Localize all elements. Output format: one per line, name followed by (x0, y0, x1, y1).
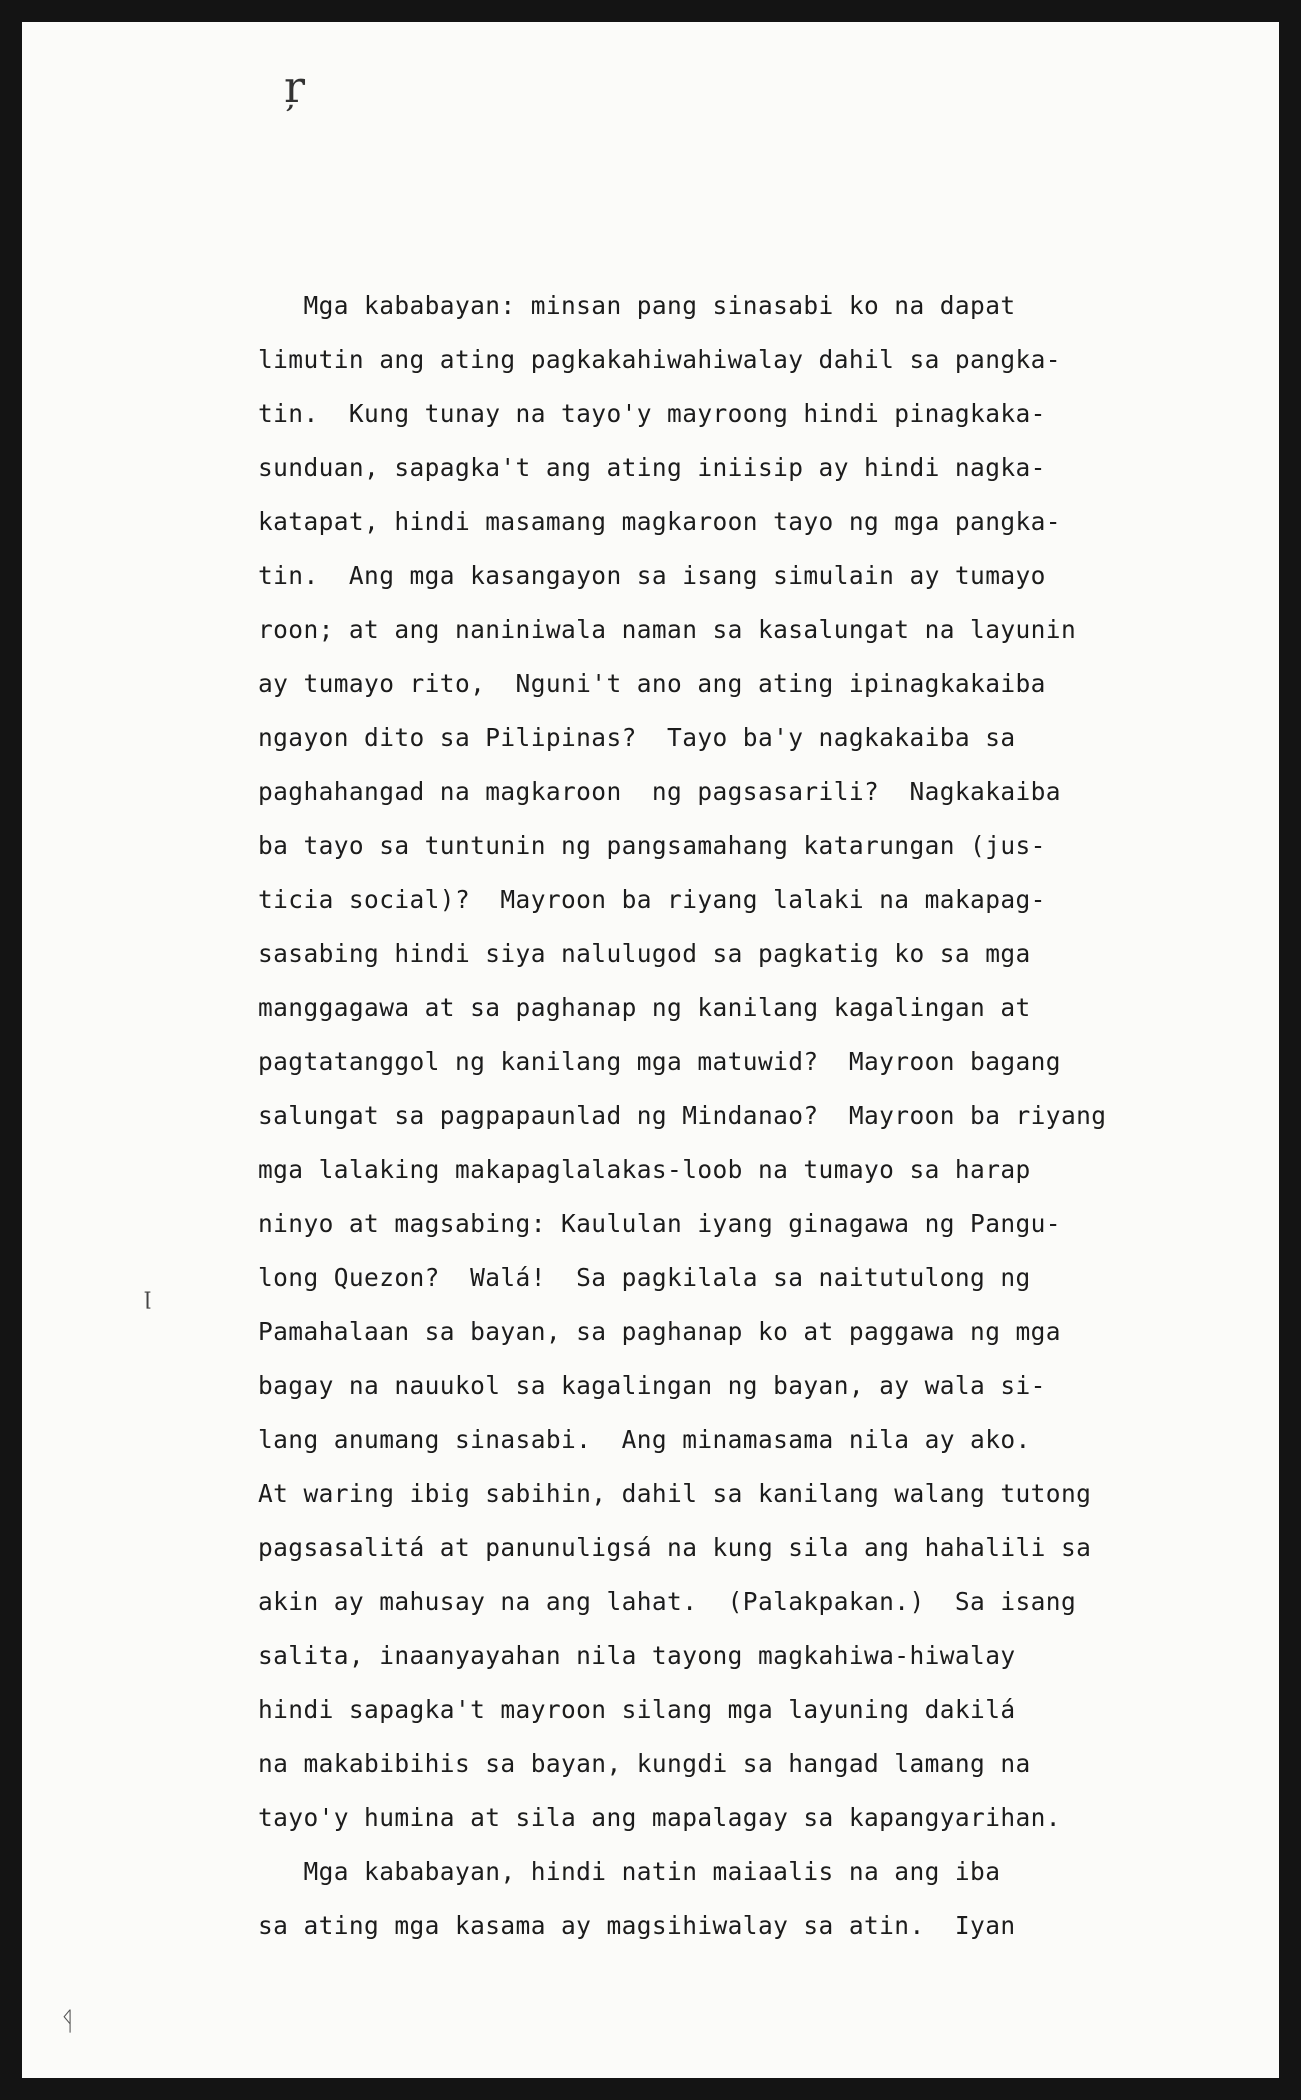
text-line: hindi sapagka't mayroon silang mga layuning dakilá (258, 1695, 1016, 1724)
text-line: ngayon dito sa Pilipinas? Tayo ba'y nagkakaiba sa (258, 723, 1016, 752)
text-line: paghahangad na magkaroon ng pagsasarili? Nagkakaiba (258, 777, 1061, 806)
text-line: pagtatanggol ng kanilang mga matuwid? Mayroon bagang (258, 1047, 1061, 1076)
text-line: na makabibihis sa bayan, kungdi sa hangad lamang na (258, 1749, 1031, 1778)
margin-mark: ꞁ (144, 1284, 152, 1309)
text-line: salita, inaanyayahan nila tayong magkahiwa-hiwalay (258, 1641, 1016, 1670)
text-line: ninyo at magsabing: Kaululan iyang ginagawa ng Pangu- (258, 1209, 1061, 1238)
text-line: Mga kababayan, hindi natin maiaalis na ang iba (258, 1857, 1001, 1886)
text-line: lang anumang sinasabi. Ang minamasama nila ay ako. (258, 1425, 1031, 1454)
text-line: manggagawa at sa paghanap ng kanilang kagalingan at (258, 993, 1031, 1022)
document-page (22, 22, 1279, 2078)
text-line: sasabing hindi siya nalulugod sa pagkatig ko sa mga (258, 939, 1031, 968)
text-line: katapat, hindi masamang magkaroon tayo ng mga pangka- (258, 507, 1061, 536)
handwritten-mark-top: ŗ (284, 62, 306, 113)
text-line: sa ating mga kasama ay magsihiwalay sa atin. Iyan (258, 1911, 1016, 1940)
text-line: sunduan, sapagka't ang ating iniisip ay hindi nagka- (258, 453, 1046, 482)
text-line: akin ay mahusay na ang lahat. (Palakpakan.) Sa isang (258, 1587, 1077, 1616)
text-line: bagay na nauukol sa kagalingan ng bayan, ay wala si- (258, 1371, 1046, 1400)
text-line: ticia social)? Mayroon ba riyang lalaki na makapag- (258, 885, 1046, 914)
text-line: tin. Ang mga kasangayon sa isang simulain ay tumayo (258, 561, 1046, 590)
text-line: long Quezon? Walá! Sa pagkilala sa naitutulong ng (258, 1263, 1031, 1292)
text-line: ba tayo sa tuntunin ng pangsamahang katarungan (jus- (258, 831, 1046, 860)
text-line: tayo'y humina at sila ang mapalagay sa kapangyarihan. (258, 1803, 1061, 1832)
corner-mark: ᛩ (60, 2007, 76, 2037)
text-line: tin. Kung tunay na tayo'y mayroong hindi pinagkaka- (258, 399, 1046, 428)
text-line: At waring ibig sabihin, dahil sa kanilang walang tutong (258, 1479, 1092, 1508)
text-line: Mga kababayan: minsan pang sinasabi ko na dapat (258, 291, 1016, 320)
text-line: pagsasalitá at panunuligsá na kung sila ang hahalili sa (258, 1533, 1092, 1562)
text-line: limutin ang ating pagkakahiwahiwalay dahil sa pangka- (258, 345, 1061, 374)
text-line: ay tumayo rito, Nguni't ano ang ating ipinagkakaiba (258, 669, 1046, 698)
text-line: roon; at ang naniniwala naman sa kasalungat na layunin (258, 615, 1077, 644)
text-line: salungat sa pagpapaunlad ng Mindanao? Mayroon ba riyang (258, 1101, 1107, 1130)
text-line: mga lalaking makapaglalakas-loob na tumayo sa harap (258, 1155, 1031, 1184)
text-line: Pamahalaan sa bayan, sa paghanap ko at paggawa ng mga (258, 1317, 1061, 1346)
